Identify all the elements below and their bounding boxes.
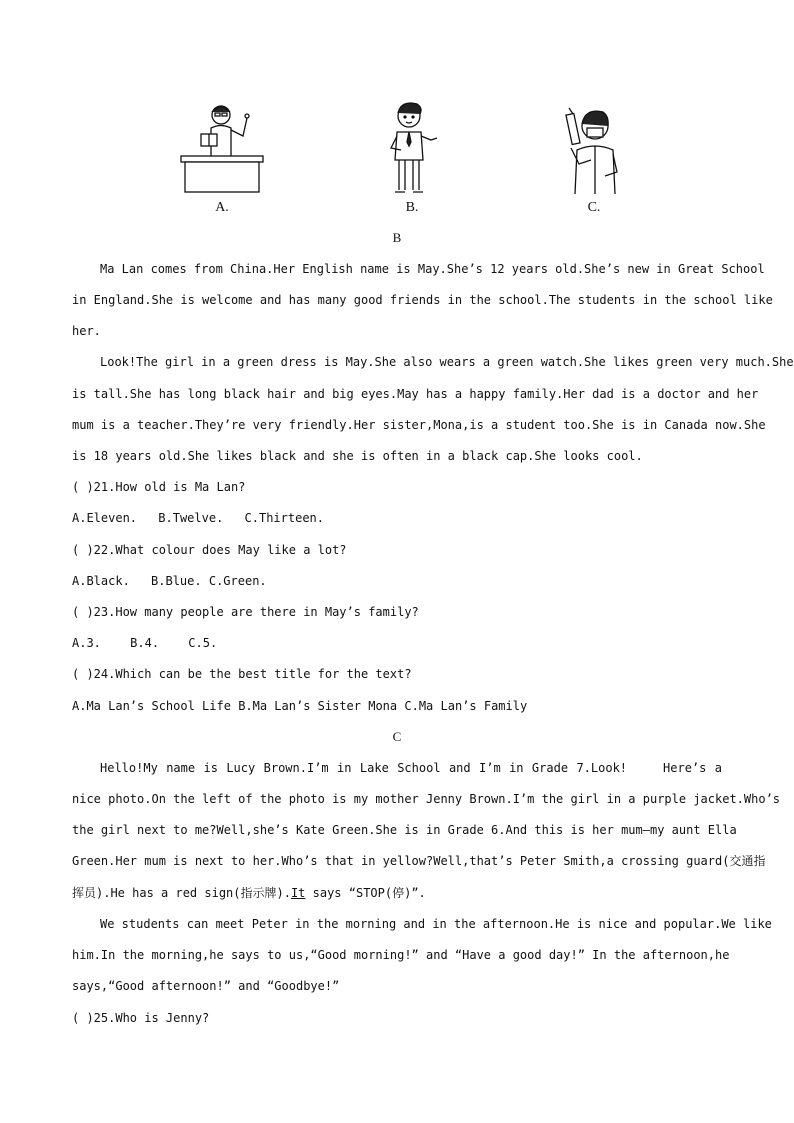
q24-option-b: B.Ma Lan’s Sister Mona bbox=[238, 699, 398, 713]
question-23: ( )23.How many people are there in May’s family? bbox=[72, 605, 419, 619]
section-b-paragraph1-line2: in England.She is welcome and has many good friends in the school.The students in the school like bbox=[72, 293, 773, 307]
section-c-paragraph1-line5 bbox=[72, 886, 722, 900]
q22-option-c: C.Green. bbox=[208, 574, 267, 588]
underlined-it: It bbox=[290, 886, 306, 900]
question-24: ( )24.Which can be the best title for the text? bbox=[72, 667, 412, 681]
q24-option-a: A.Ma Lan’s School Life bbox=[72, 699, 231, 713]
question-25: ( )25.Who is Jenny? bbox=[72, 1011, 210, 1025]
option-a-label: A. bbox=[215, 200, 229, 215]
q23-option-c: C.5. bbox=[188, 636, 218, 650]
option-c-label: C. bbox=[587, 200, 601, 215]
option-b-label: B. bbox=[405, 200, 419, 215]
question-22-options bbox=[72, 574, 722, 588]
section-b-paragraph2-line3: mum is a teacher.They’re very friendly.Her sister,Mona,is a student too.She is in Canada now.She bbox=[72, 418, 766, 432]
q21-option-b: B.Twelve. bbox=[158, 511, 224, 525]
question-22: ( )22.What colour does May like a lot? bbox=[72, 543, 347, 557]
q24-option-c: C.Ma Lan’s Family bbox=[404, 699, 528, 713]
q22-option-a: A.Black. bbox=[72, 574, 130, 588]
section-c-p1-line5-start: 挥员).He has a red sign(指示牌). bbox=[72, 886, 291, 900]
section-b-paragraph2-line2: is tall.She has long black hair and big eyes.May has a happy family.Her dad is a doctor and her bbox=[72, 387, 759, 401]
section-c-paragraph2-line1: We students can meet Peter in the morning and in the afternoon.He is nice and popular.We like bbox=[100, 917, 772, 931]
teacher-at-desk-icon bbox=[167, 98, 277, 198]
option-b-picture bbox=[357, 98, 467, 215]
q21-option-a: A.Eleven. bbox=[72, 511, 138, 525]
section-c-paragraph2-line2: him.In the morning,he says to us,“Good morning!” and “Have a good day!” In the afternoon,he bbox=[72, 948, 730, 962]
section-c-p1-line5-end: says “STOP(停)”. bbox=[305, 886, 426, 900]
section-c-paragraph1-line2: nice photo.On the left of the photo is my mother Jenny Brown.I’m the girl in a purple jacket.Who’s bbox=[72, 792, 781, 806]
section-b-paragraph2-line1: Look!The girl in a green dress is May.She also wears a green watch.She likes green very much.She bbox=[100, 355, 794, 369]
section-c-p1-line1-end: Here’s a bbox=[663, 761, 723, 775]
man-in-suit-icon bbox=[357, 98, 467, 198]
section-b-paragraph1-line1: Ma Lan comes from China.Her English name is May.She’s 12 years old.She’s new in Great School bbox=[100, 262, 765, 276]
section-c-paragraph1-line3: the girl next to me?Well,she’s Kate Green.She is in Grade 6.And this is her mum—my aunt Ella bbox=[72, 823, 737, 837]
q22-option-b: B.Blue. bbox=[151, 574, 202, 588]
option-a-picture bbox=[167, 98, 277, 215]
question-23-options bbox=[72, 636, 722, 650]
section-c-paragraph2-line3: says,“Good afternoon!” and “Goodbye!” bbox=[72, 979, 340, 993]
section-c-heading: C bbox=[392, 729, 402, 744]
section-b-heading: B bbox=[392, 230, 402, 245]
section-b-paragraph1-line3: her. bbox=[72, 324, 101, 338]
doctor-syringe-icon bbox=[539, 98, 649, 198]
picture-options bbox=[0, 98, 794, 218]
question-21-options bbox=[72, 511, 722, 525]
option-c-picture bbox=[539, 98, 649, 215]
q21-option-c: C.Thirteen. bbox=[244, 511, 325, 525]
section-b-paragraph2-line4: is 18 years old.She likes black and she is often in a black cap.She looks cool. bbox=[72, 449, 643, 463]
section-c-paragraph1-line4: Green.Her mum is next to her.Who’s that in yellow?Well,that’s Peter Smith,a crossing guard(交通指 bbox=[72, 854, 766, 868]
question-24-options bbox=[72, 699, 722, 713]
q23-option-a: A.3. bbox=[72, 636, 101, 650]
question-21: ( )21.How old is Ma Lan? bbox=[72, 480, 246, 494]
section-c-p1-line1-text: Hello!My name is Lucy Brown.I’m in Lake School and I’m in Grade 7.Look! bbox=[100, 761, 628, 775]
q23-option-b: B.4. bbox=[130, 636, 160, 650]
section-c-paragraph1-line1 bbox=[100, 761, 722, 775]
